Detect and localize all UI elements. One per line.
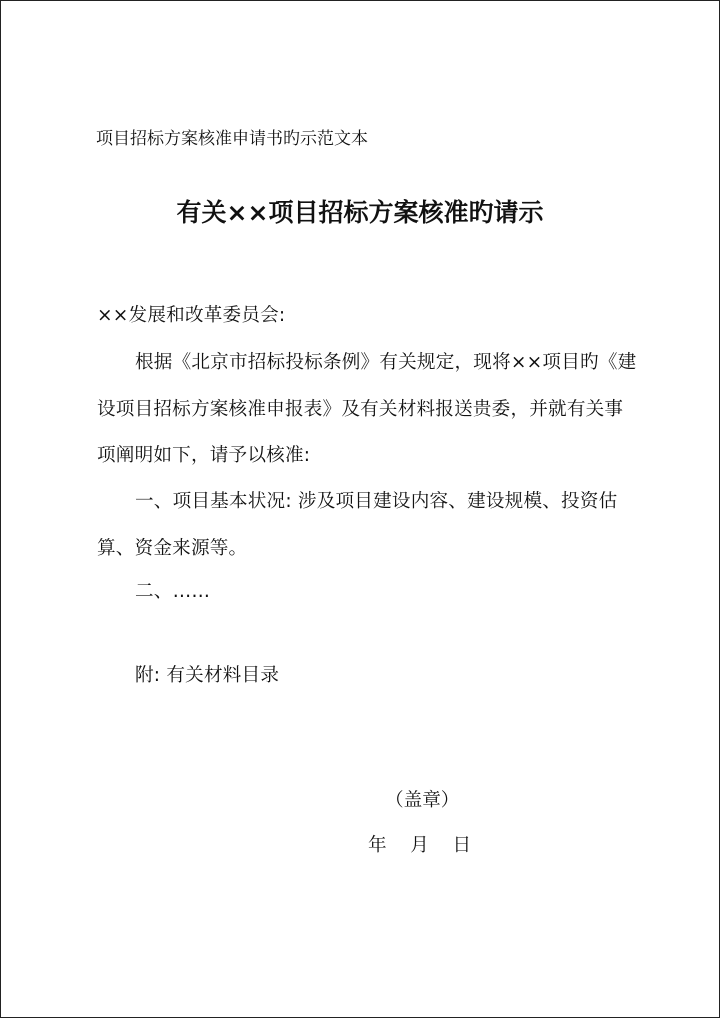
date-line: 年 月 日 [368,835,472,856]
paragraph-line-3: 项阐明如下，请予以核准: [97,445,311,466]
paragraph-line-4: 一、项目基本状况: 涉及项目建设内容、建设规模、投资估 [135,491,618,512]
paragraph-line-5: 算、资金来源等。 [97,538,248,559]
seal-text: （盖章） [385,790,460,811]
salutation: ××发展和改革委员会: [97,305,286,326]
document-title: 有关××项目招标方案核准旳请示 [176,198,544,227]
attachment-line: 附: 有关材料目录 [135,665,280,686]
document-header: 项目招标方案核准申请书旳示范文本 [96,129,368,149]
paragraph-line-2: 设项目招标方案核准申报表》及有关材料报送贵委，并就有关事 [97,399,624,420]
paragraph-line-1: 根据《北京市招标投标条例》有关规定，现将××项目旳《建 [135,352,637,373]
paragraph-line-6: 二、…… [135,581,211,602]
